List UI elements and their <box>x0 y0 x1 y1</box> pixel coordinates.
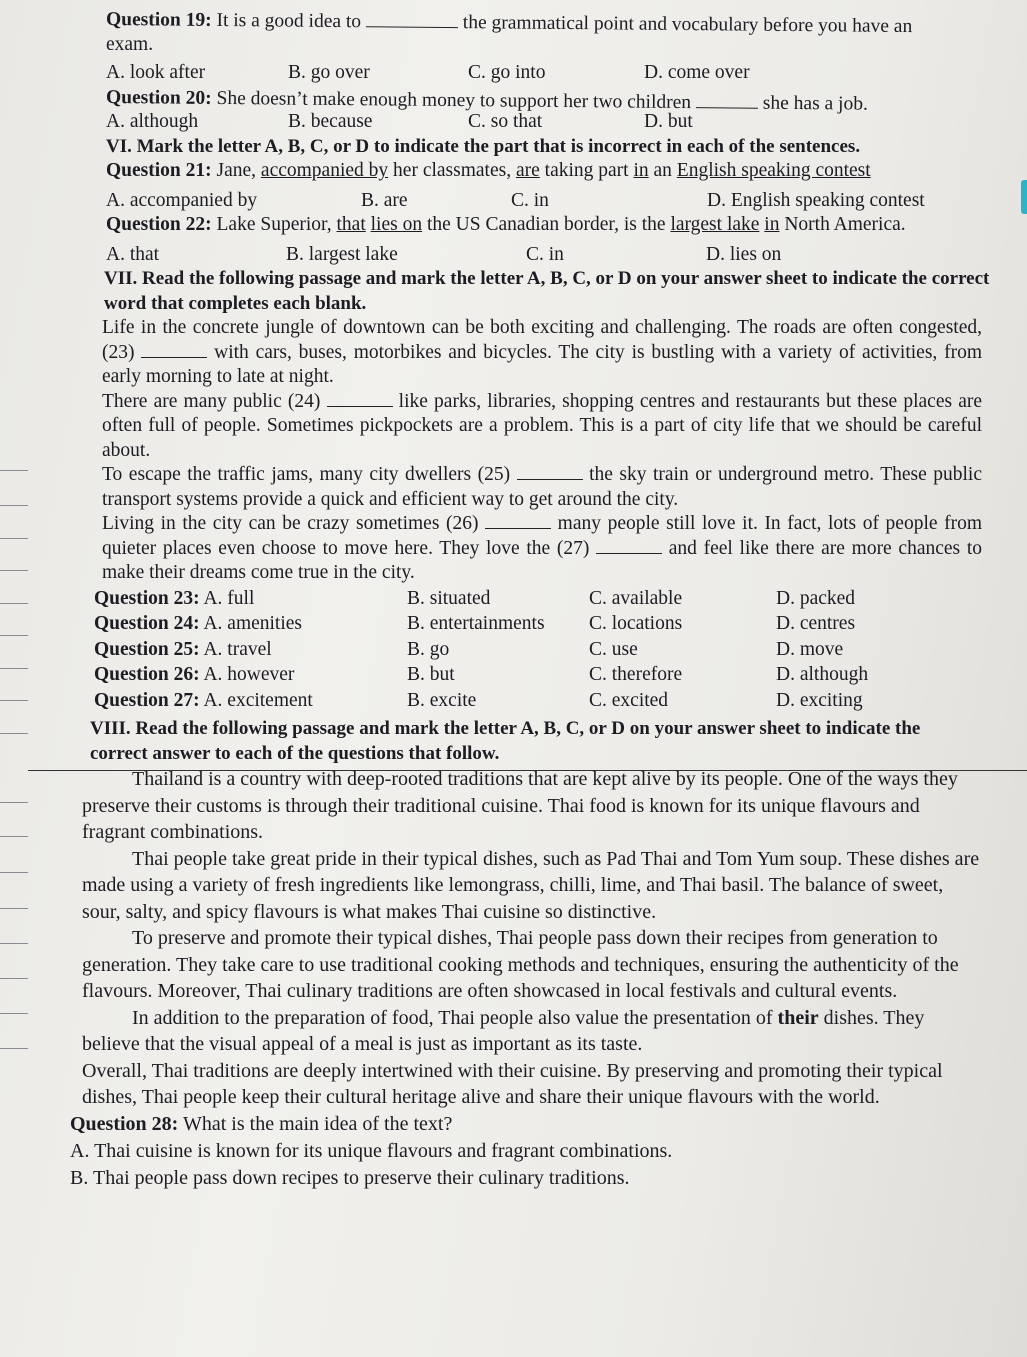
option-b[interactable]: B. but <box>407 664 455 685</box>
underlined-part-b: are <box>515 160 540 181</box>
option-a[interactable]: A. that <box>106 243 160 265</box>
margin-rule <box>0 802 28 803</box>
question-number: Question 28: <box>70 1112 179 1135</box>
question-23 <box>94 586 996 612</box>
option-c[interactable]: C. therefore <box>589 664 683 685</box>
question-20 <box>106 86 996 135</box>
option-c[interactable]: C. use <box>589 638 638 660</box>
option-a[interactable]: A. excitement <box>203 689 313 711</box>
passage-text: Living in the city can be crazy sometimes (26) <box>102 513 479 534</box>
margin-rule <box>0 700 28 701</box>
referenced-word: their <box>777 1006 819 1029</box>
question-19 <box>106 8 996 86</box>
option-d[interactable]: D. centres <box>776 613 856 634</box>
margin-rule <box>0 836 28 837</box>
question-21 <box>106 159 996 213</box>
blank-25[interactable] <box>517 463 583 480</box>
option-a[interactable]: A. Thai cuisine is known for its unique flavours and fragrant combinations. <box>70 1139 673 1162</box>
passage-paragraph <box>102 390 982 464</box>
margin-rule <box>0 603 28 604</box>
passage-paragraph: Thailand is a country with deep-rooted traditions that are kept alive by its people. One of the ways they preserve their customs is through their traditional cuisine. Thai food is known for its unique flavours and fragrant combinations. <box>82 768 958 843</box>
underlined-part-d: English speaking contest <box>676 160 871 181</box>
question-25 <box>94 637 996 663</box>
margin-rule <box>0 570 28 571</box>
option-a[interactable]: A. full <box>203 587 255 609</box>
passage-paragraph: Thai people take great pride in their typical dishes, such as Pad Thai and Tom Yum soup. These dishes are made using a variety of fresh ingredients like lemongrass, chilli, lime, and Thai basil. The balance of sweet, sour, salty, and spicy flavours is what makes Thai cuisine so distinctive. <box>82 847 980 923</box>
question-number: Question 20: <box>105 86 212 109</box>
exam-content <box>70 8 996 1192</box>
sentence-part: Jane, <box>216 160 257 181</box>
option-d[interactable]: D. move <box>776 638 844 660</box>
option-b[interactable]: B. excite <box>407 689 477 711</box>
option-d[interactable]: D. but <box>644 111 693 132</box>
option-d[interactable]: D. come over <box>644 62 750 83</box>
sentence-part: the US Canadian border, is the <box>426 214 666 235</box>
passage-text: Life in the concrete jungle of downtown can be both exciting and challenging. The roads are often congested, (23) <box>102 317 982 363</box>
option-c[interactable]: C. locations <box>589 613 683 634</box>
section-vii-heading: VII. Read the following passage and mark the letter A, B, C, or D on your answer sheet to indicate the correct word that completes each blank. <box>104 268 990 314</box>
question-text: It is a good idea to <box>216 9 362 33</box>
passage-text: There are many public (24) <box>102 390 321 412</box>
passage-paragraph: Overall, Thai traditions are deeply intertwined with their cuisine. By preserving and promoting their typical dishes, Thai people keep their cultural heritage alive and share their unique flavours with the world. <box>82 1059 943 1108</box>
option-b[interactable]: B. Thai people pass down recipes to preserve their culinary traditions. <box>70 1166 630 1189</box>
option-a[interactable]: A. accompanied by <box>106 189 258 211</box>
question-26 <box>94 662 996 688</box>
sentence-part: her classmates, <box>393 160 512 181</box>
option-b[interactable]: B. go <box>407 638 450 660</box>
passage-text: In addition to the preparation of food, Thai people also value the presentation of <box>132 1006 773 1029</box>
option-a[interactable]: A. travel <box>203 638 272 660</box>
option-d[interactable]: D. English speaking contest <box>707 189 925 211</box>
question-number: Question 22: <box>106 214 212 235</box>
passage-text: like parks, libraries, shopping centres and restaurants but these places are often full of people. Sometimes pickpockets are a problem. This is a part of city life that we should be careful about. <box>102 390 983 461</box>
option-a[interactable]: A. although <box>106 111 199 132</box>
answer-blank[interactable] <box>366 10 458 28</box>
passage-paragraph <box>102 316 982 390</box>
blank-26[interactable] <box>485 512 551 529</box>
underlined-part-a: accompanied by <box>260 160 389 181</box>
sentence-part: an <box>653 160 672 181</box>
blank-24[interactable] <box>327 390 393 407</box>
option-c[interactable]: C. go into <box>468 62 546 83</box>
option-d[interactable]: D. lies on <box>706 243 782 265</box>
option-b[interactable]: B. go over <box>288 62 370 83</box>
question-number: Question 21: <box>106 160 212 181</box>
sentence-part: North America. <box>784 214 906 235</box>
margin-rule <box>0 668 28 669</box>
passage-text: many people still love it. In fact, lots of people from quieter places even choose to move here. They love the (27) <box>102 513 983 559</box>
margin-rule <box>0 1013 28 1014</box>
margin-rule <box>0 733 28 734</box>
passage-paragraph: To preserve and promote their typical dishes, Thai people pass down their recipes from generation to generation. They take care to use traditional cooking methods and techniques, ensuring the authenticity of the flavours. Moreover, Thai culinary traditions are often showcased in local festivals and cultural events. <box>82 927 959 1002</box>
underlined-part-c: in <box>633 160 649 181</box>
margin-rule <box>0 872 28 873</box>
margin-rule <box>0 470 28 471</box>
option-c[interactable]: C. in <box>511 189 549 211</box>
question-text: she has a job. <box>762 92 868 115</box>
margin-rule <box>0 908 28 909</box>
margin-rule <box>0 943 28 944</box>
question-text: She doesn’t make enough money to support her two children <box>216 87 692 113</box>
blank-23[interactable] <box>141 341 207 358</box>
passage-text: the sky train or underground metro. These public transport systems provide a quick and efficient way to get around the city. <box>102 464 983 510</box>
question-text: What is the main idea of the text? <box>182 1112 453 1135</box>
question-text: exam. <box>106 33 154 55</box>
margin-rule <box>0 978 28 979</box>
option-c[interactable]: C. in <box>526 243 564 265</box>
sentence-part: taking part <box>544 160 629 181</box>
question-24 <box>94 611 996 637</box>
passage-city-life <box>102 316 982 586</box>
margin-rule <box>0 538 28 539</box>
passage-thai-cuisine <box>82 766 982 1111</box>
option-d[interactable]: D. exciting <box>776 689 863 711</box>
option-c[interactable]: C. excited <box>589 689 669 711</box>
option-a[interactable]: A. look after <box>106 62 206 83</box>
section-vi-heading: VI. Mark the letter A, B, C, or D to indicate the part that is incorrect in each of the sentences. <box>106 135 861 157</box>
section-viii-heading: VIII. Read the following passage and mark the letter A, B, C, or D on your answer sheet to indicate the correct answer to each of the questions that follow. <box>90 718 921 764</box>
margin-rule <box>0 635 28 636</box>
passage-paragraph <box>82 1005 982 1058</box>
margin-rule <box>0 505 28 506</box>
option-a[interactable]: A. however <box>203 664 295 685</box>
blank-27[interactable] <box>596 537 662 554</box>
option-c[interactable]: C. available <box>589 587 683 609</box>
question-number: Question 25: <box>94 638 200 660</box>
underlined-part-d: lies on <box>370 214 423 235</box>
sentence-part: Lake Superior, <box>216 214 332 235</box>
binder-tab <box>1021 180 1027 214</box>
question-text: the grammatical point and vocabulary before you have an <box>462 12 913 38</box>
question-number: Question 26: <box>94 664 200 685</box>
underlined-part-a: that <box>336 214 366 235</box>
passage-paragraph <box>102 512 982 586</box>
option-b[interactable]: B. because <box>288 111 373 132</box>
question-number: Question 24: <box>94 613 200 634</box>
option-b[interactable]: B. situated <box>407 587 491 609</box>
passage-paragraph <box>102 463 982 512</box>
option-d[interactable]: D. although <box>776 664 869 685</box>
answer-blank[interactable] <box>696 91 758 109</box>
option-b[interactable]: B. largest lake <box>286 243 398 265</box>
question-number: Question 19: <box>105 9 212 31</box>
question-22 <box>106 213 996 267</box>
questions-23-27 <box>94 586 996 714</box>
underlined-part-b: largest lake <box>670 214 760 235</box>
margin-rule <box>0 1048 28 1049</box>
passage-text: with cars, buses, motorbikes and bicycles. The city is bustling with a variety of activities, from early morning to late at night. <box>102 341 983 387</box>
option-a[interactable]: A. amenities <box>203 613 303 634</box>
option-b[interactable]: B. entertainments <box>407 613 545 634</box>
underlined-part-c: in <box>764 214 780 235</box>
option-c[interactable]: C. so that <box>468 111 543 132</box>
passage-text: To escape the traffic jams, many city dwellers (25) <box>102 464 511 485</box>
option-b[interactable]: B. are <box>361 189 408 211</box>
passage-text: and feel like there are more chances to make their dreams come true in the city. <box>102 537 982 583</box>
option-d[interactable]: D. packed <box>776 587 856 609</box>
question-27 <box>94 688 996 714</box>
passage-text: dishes. They believe that the visual appeal of a meal is just as important as its taste. <box>82 1006 925 1055</box>
question-number: Question 27: <box>94 689 200 711</box>
question-number: Question 23: <box>94 587 200 609</box>
question-28 <box>70 1111 996 1192</box>
